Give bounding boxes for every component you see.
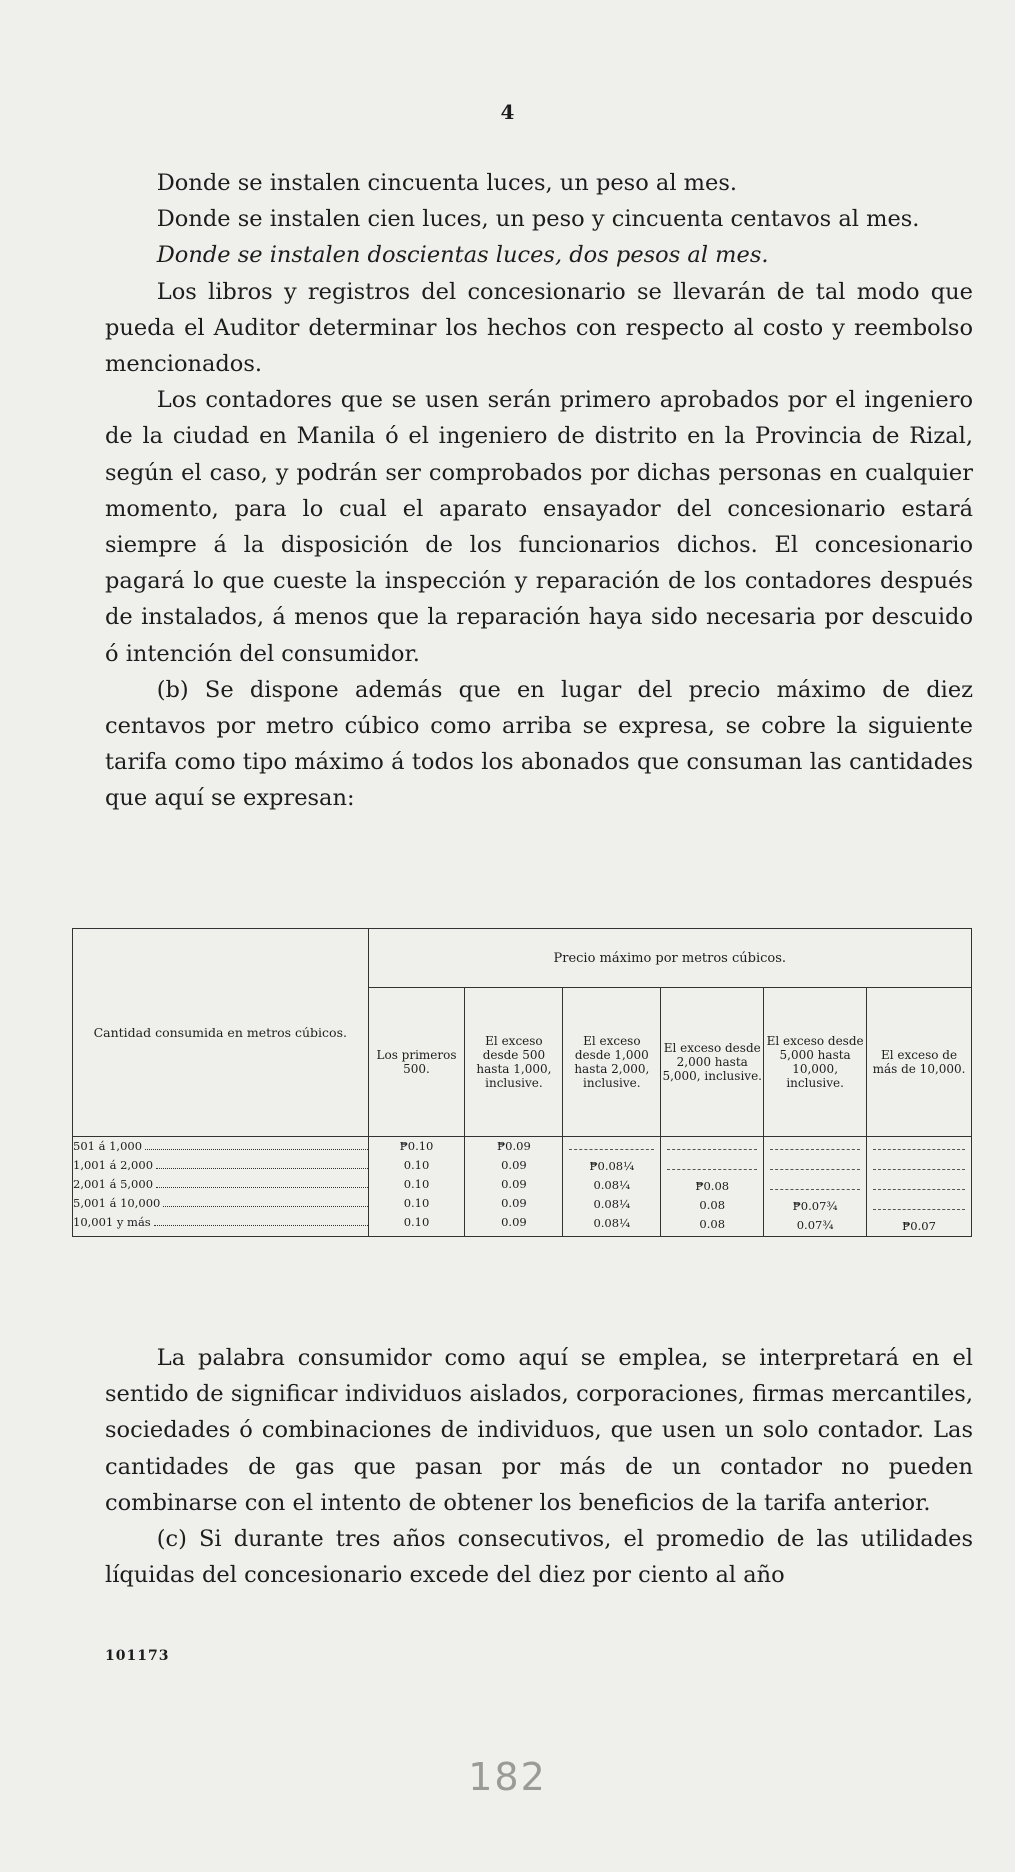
price-value: 0.08 — [699, 1217, 726, 1231]
paragraph-3: Donde se instalen doscientas luces, dos pesos al mes. — [156, 242, 769, 269]
price-value: 0.08¼ — [593, 1178, 631, 1192]
quantity-row-2 — [73, 1156, 368, 1175]
page-stamp: 182 — [468, 1755, 547, 1799]
price-value: ₱0.09 — [497, 1139, 531, 1153]
quantity-cell — [73, 1137, 369, 1237]
price-value: ₱0.08 — [695, 1179, 730, 1193]
price-column-6 — [867, 1137, 972, 1237]
column-header-2: El exceso desde 500 hasta 1,000, inclusive. — [465, 988, 563, 1137]
footer-code: 101173 — [105, 1648, 170, 1664]
paragraph-5: Los contadores que se usen serán primero aprobados por el ingeniero de la ciudad en Manila ó el ingeniero de distrito en la Provincia de Rizal, según el caso, y podrán ser comprobados por dichas personas en cualquier momento, para lo cual el aparato ensayador del concesionario estará siempre á la disposición de los funcionarios dichos. El concesionario pagará lo que cueste la inspección y reparación de los contadores después de instalados, á menos que la reparación haya sido necesaria por descuido ó intención del consumidor. — [105, 387, 973, 667]
leader-dots — [145, 1137, 368, 1150]
price-value: ₱0.10 — [399, 1139, 434, 1153]
price-value: ₱0.07¾ — [792, 1199, 838, 1213]
quantity-label: 501 á 1,000 — [73, 1139, 143, 1153]
leader-dots — [163, 1194, 367, 1207]
paragraph-4: Los libros y registros del concesionario se llevarán de tal modo que pueda el Auditor determinar los hechos con respecto al costo y reembolso mencionados. — [105, 278, 973, 378]
price-group-header: Precio máximo por metros cúbicos. — [368, 929, 971, 988]
bottom-text-block — [105, 1340, 973, 1593]
price-value: 0.09 — [501, 1177, 527, 1191]
quantity-label: 1,001 á 2,000 — [73, 1158, 154, 1172]
quantity-label: 10,001 y más — [73, 1215, 151, 1229]
paragraph-8: (c) Si durante tres años consecutivos, el promedio de las utilidades líquidas del concesionario excede del diez por ciento al año — [105, 1526, 973, 1589]
top-text-block — [105, 165, 973, 817]
price-value: ₱0.08¼ — [589, 1159, 635, 1173]
quantity-label: 2,001 á 5,000 — [73, 1177, 154, 1191]
column-header-3: El exceso desde 1,000 hasta 2,000, inclusive. — [563, 988, 661, 1137]
price-value: 0.10 — [403, 1215, 430, 1229]
empty-dash — [873, 1157, 965, 1170]
paragraph-6: (b) Se dispone además que en lugar del precio máximo de diez centavos por metro cúbico como arriba se expresa, se cobre la siguiente tarifa como tipo máximo á todos los abonados que consuman las cantidades que aquí se expresan: — [105, 676, 973, 812]
leader-dots — [156, 1175, 368, 1188]
empty-dash — [873, 1177, 965, 1190]
quantity-label: 5,001 á 10,000 — [73, 1196, 161, 1210]
paragraph-1: Donde se instalen cincuenta luces, un peso al mes. — [156, 170, 738, 196]
price-value: 0.08 — [699, 1198, 726, 1212]
empty-dash — [667, 1137, 757, 1150]
price-column-1 — [368, 1137, 465, 1237]
quantity-row-4 — [73, 1194, 368, 1213]
quantity-column-header: Cantidad consumida en metros cúbicos. — [73, 929, 369, 1137]
price-value: 0.07¾ — [796, 1218, 834, 1232]
empty-dash — [873, 1137, 965, 1150]
empty-dash — [770, 1157, 860, 1170]
price-value: 0.09 — [501, 1196, 527, 1210]
price-column-4 — [661, 1137, 764, 1237]
price-value: 0.08¼ — [593, 1197, 631, 1211]
quantity-row-5 — [73, 1213, 368, 1232]
empty-dash — [770, 1137, 860, 1150]
quantity-row-3 — [73, 1175, 368, 1194]
price-column-5 — [764, 1137, 867, 1237]
page-number: 4 — [500, 100, 515, 124]
price-value: 0.10 — [403, 1158, 430, 1172]
price-value: 0.09 — [501, 1215, 527, 1229]
empty-dash — [667, 1157, 757, 1170]
column-header-5: El exceso desde 5,000 hasta 10,000, inclusive. — [764, 988, 867, 1137]
column-header-1: Los primeros 500. — [368, 988, 465, 1137]
price-column-3 — [563, 1137, 661, 1237]
leader-dots — [156, 1156, 368, 1169]
quantity-row-1 — [73, 1137, 368, 1156]
price-column-2 — [465, 1137, 563, 1237]
tariff-table — [72, 928, 972, 1237]
price-value: 0.09 — [501, 1158, 527, 1172]
column-header-4: El exceso desde 2,000 hasta 5,000, inclusive. — [661, 988, 764, 1137]
column-header-6: El exceso de más de 10,000. — [867, 988, 972, 1137]
price-value: 0.10 — [403, 1196, 430, 1210]
price-value: ₱0.07 — [902, 1219, 936, 1233]
leader-dots — [154, 1213, 368, 1226]
paragraph-7: La palabra consumidor como aquí se emplea, se interpretará en el sentido de significar individuos aislados, corporaciones, firmas mercantiles, sociedades ó combinaciones de individuos, que usen un solo contador. Las cantidades de gas que pasan por más de un contador no pueden combinarse con el intento de obtener los beneficios de la tarifa anterior. — [105, 1345, 973, 1516]
price-value: 0.08¼ — [593, 1216, 631, 1230]
empty-dash — [873, 1197, 965, 1210]
price-value: 0.10 — [403, 1177, 430, 1191]
empty-dash — [569, 1137, 654, 1150]
paragraph-2: Donde se instalen cien luces, un peso y cincuenta centavos al mes. — [156, 206, 920, 233]
tariff-table-wrap — [72, 928, 972, 1237]
empty-dash — [770, 1177, 860, 1190]
